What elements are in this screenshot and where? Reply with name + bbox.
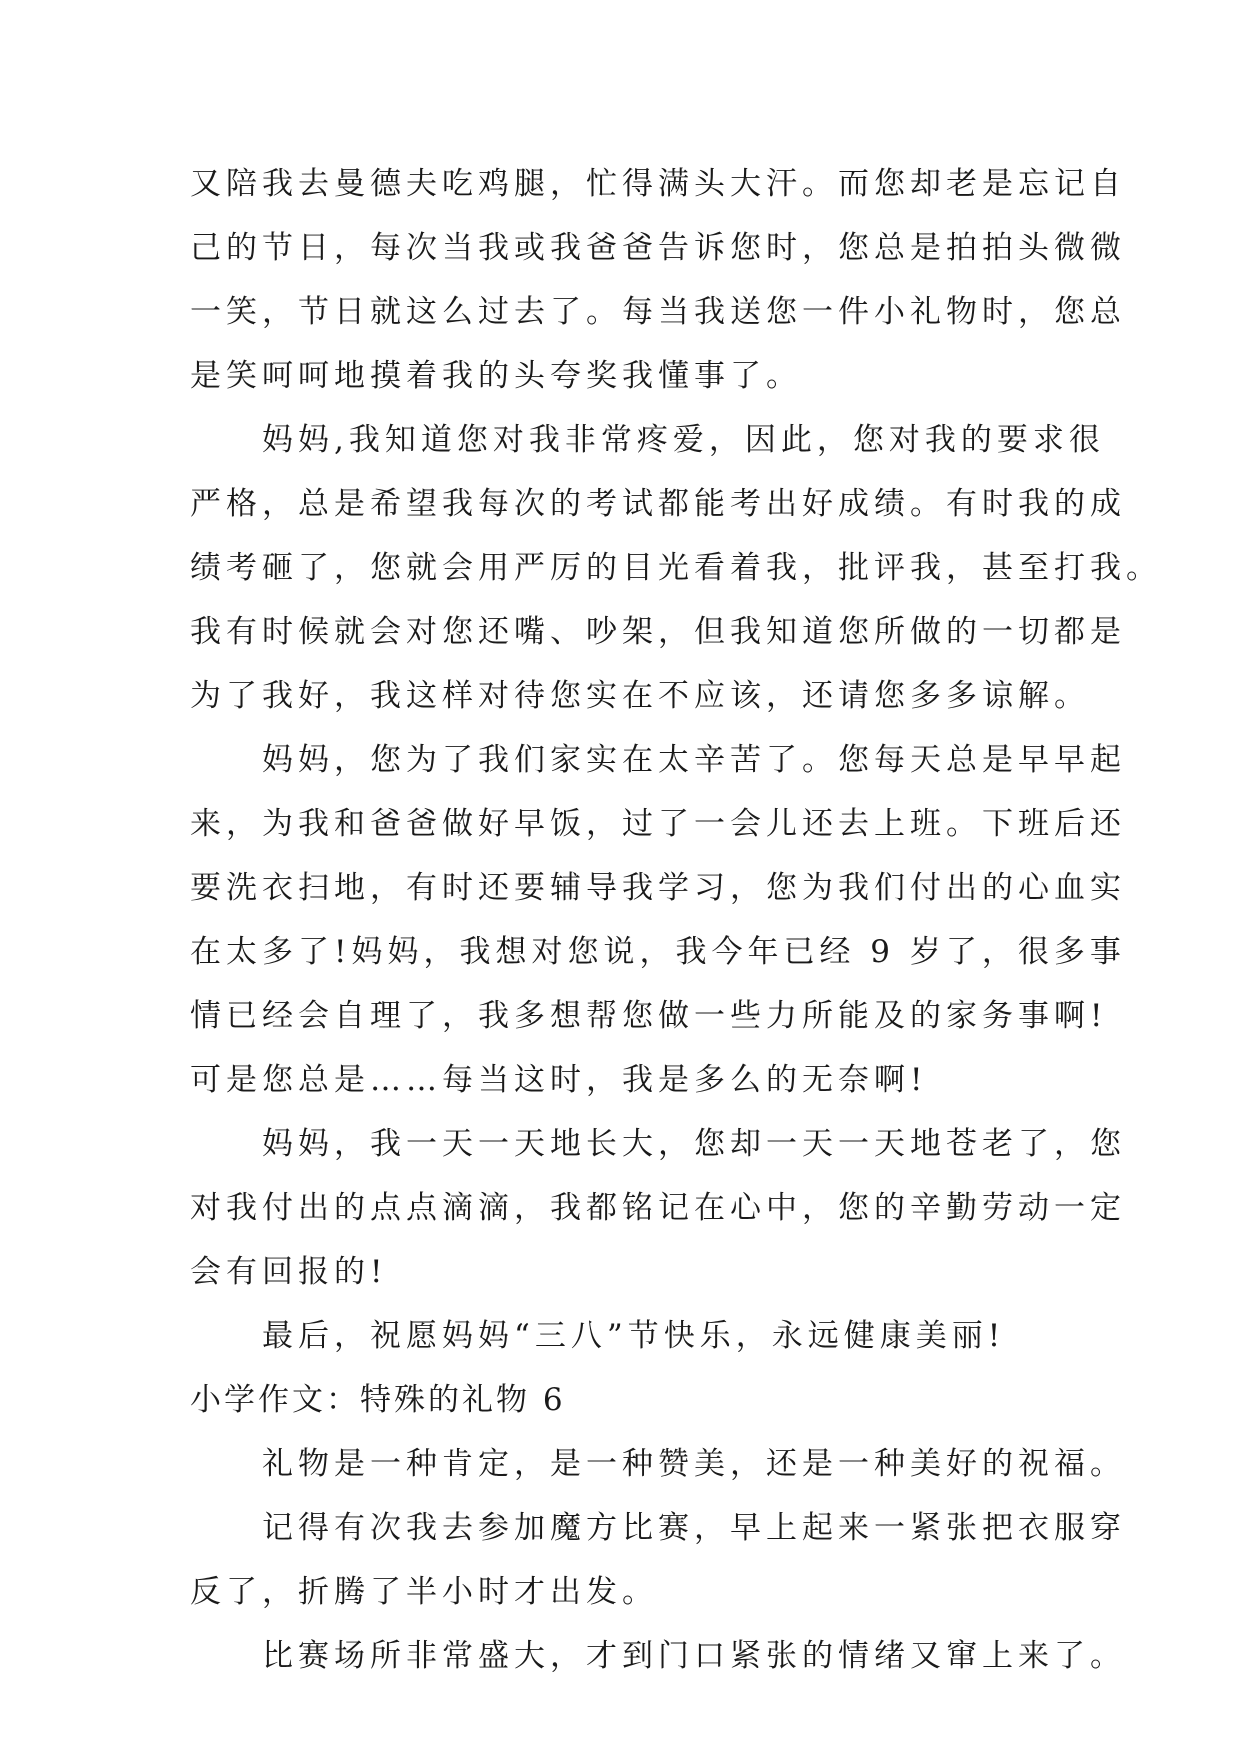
paragraph-line: 妈妈，您为了我们家实在太辛苦了。您每天总是早早起 — [262, 742, 1126, 778]
paragraph-line: 一笑，节日就这么过去了。每当我送您一件小礼物时，您总 — [190, 294, 1126, 330]
paragraph-line: 对我付出的点点滴滴，我都铭记在心中，您的辛勤劳动一定 — [190, 1190, 1126, 1226]
paragraph-line: 为了我好，我这样对待您实在不应该，还请您多多谅解。 — [190, 678, 1090, 714]
paragraph-line: 要洗衣扫地，有时还要辅导我学习，您为我们付出的心血实 — [190, 870, 1126, 906]
paragraph-line: 情已经会自理了，我多想帮您做一些力所能及的家务事啊! — [190, 998, 1108, 1034]
paragraph-line: 己的节日，每次当我或我爸爸告诉您时，您总是拍拍头微微 — [190, 230, 1126, 266]
paragraph-line: 最后，祝愿妈妈“三八”节快乐，永远健康美丽! — [262, 1318, 1006, 1354]
paragraph-line: 在太多了!妈妈，我想对您说，我今年已经 9 岁了，很多事 — [190, 934, 1126, 970]
document-body — [190, 152, 1162, 1688]
paragraph-line: 妈妈,我知道您对我非常疼爱，因此，您对我的要求很 — [262, 422, 1105, 458]
paragraph-line: 会有回报的! — [190, 1254, 388, 1290]
paragraph-line: 反了，折腾了半小时才出发。 — [190, 1574, 658, 1610]
paragraph-line: 记得有次我去参加魔方比赛，早上起来一紧张把衣服穿 — [262, 1510, 1126, 1546]
paragraph-line: 来，为我和爸爸做好早饭，过了一会儿还去上班。下班后还 — [190, 806, 1126, 842]
paragraph-line: 可是您总是……每当这时，我是多么的无奈啊! — [190, 1062, 928, 1098]
paragraph-line: 严格，总是希望我每次的考试都能考出好成绩。有时我的成 — [190, 486, 1126, 522]
paragraph-line: 又陪我去曼德夫吃鸡腿，忙得满头大汗。而您却老是忘记自 — [190, 166, 1126, 202]
paragraph-line: 我有时候就会对您还嘴、吵架，但我知道您所做的一切都是 — [190, 614, 1126, 650]
paragraph-line: 比赛场所非常盛大，才到门口紧张的情绪又窜上来了。 — [262, 1638, 1126, 1674]
paragraph-line: 绩考砸了，您就会用严厉的目光看着我，批评我，甚至打我。 — [190, 550, 1162, 586]
paragraph-line: 是笑呵呵地摸着我的头夸奖我懂事了。 — [190, 358, 802, 394]
paragraph-line: 礼物是一种肯定，是一种赞美，还是一种美好的祝福。 — [262, 1446, 1126, 1482]
essay-title: 小学作文：特殊的礼物 6 — [190, 1382, 566, 1418]
paragraph-line: 妈妈，我一天一天地长大，您却一天一天地苍老了，您 — [262, 1126, 1126, 1162]
